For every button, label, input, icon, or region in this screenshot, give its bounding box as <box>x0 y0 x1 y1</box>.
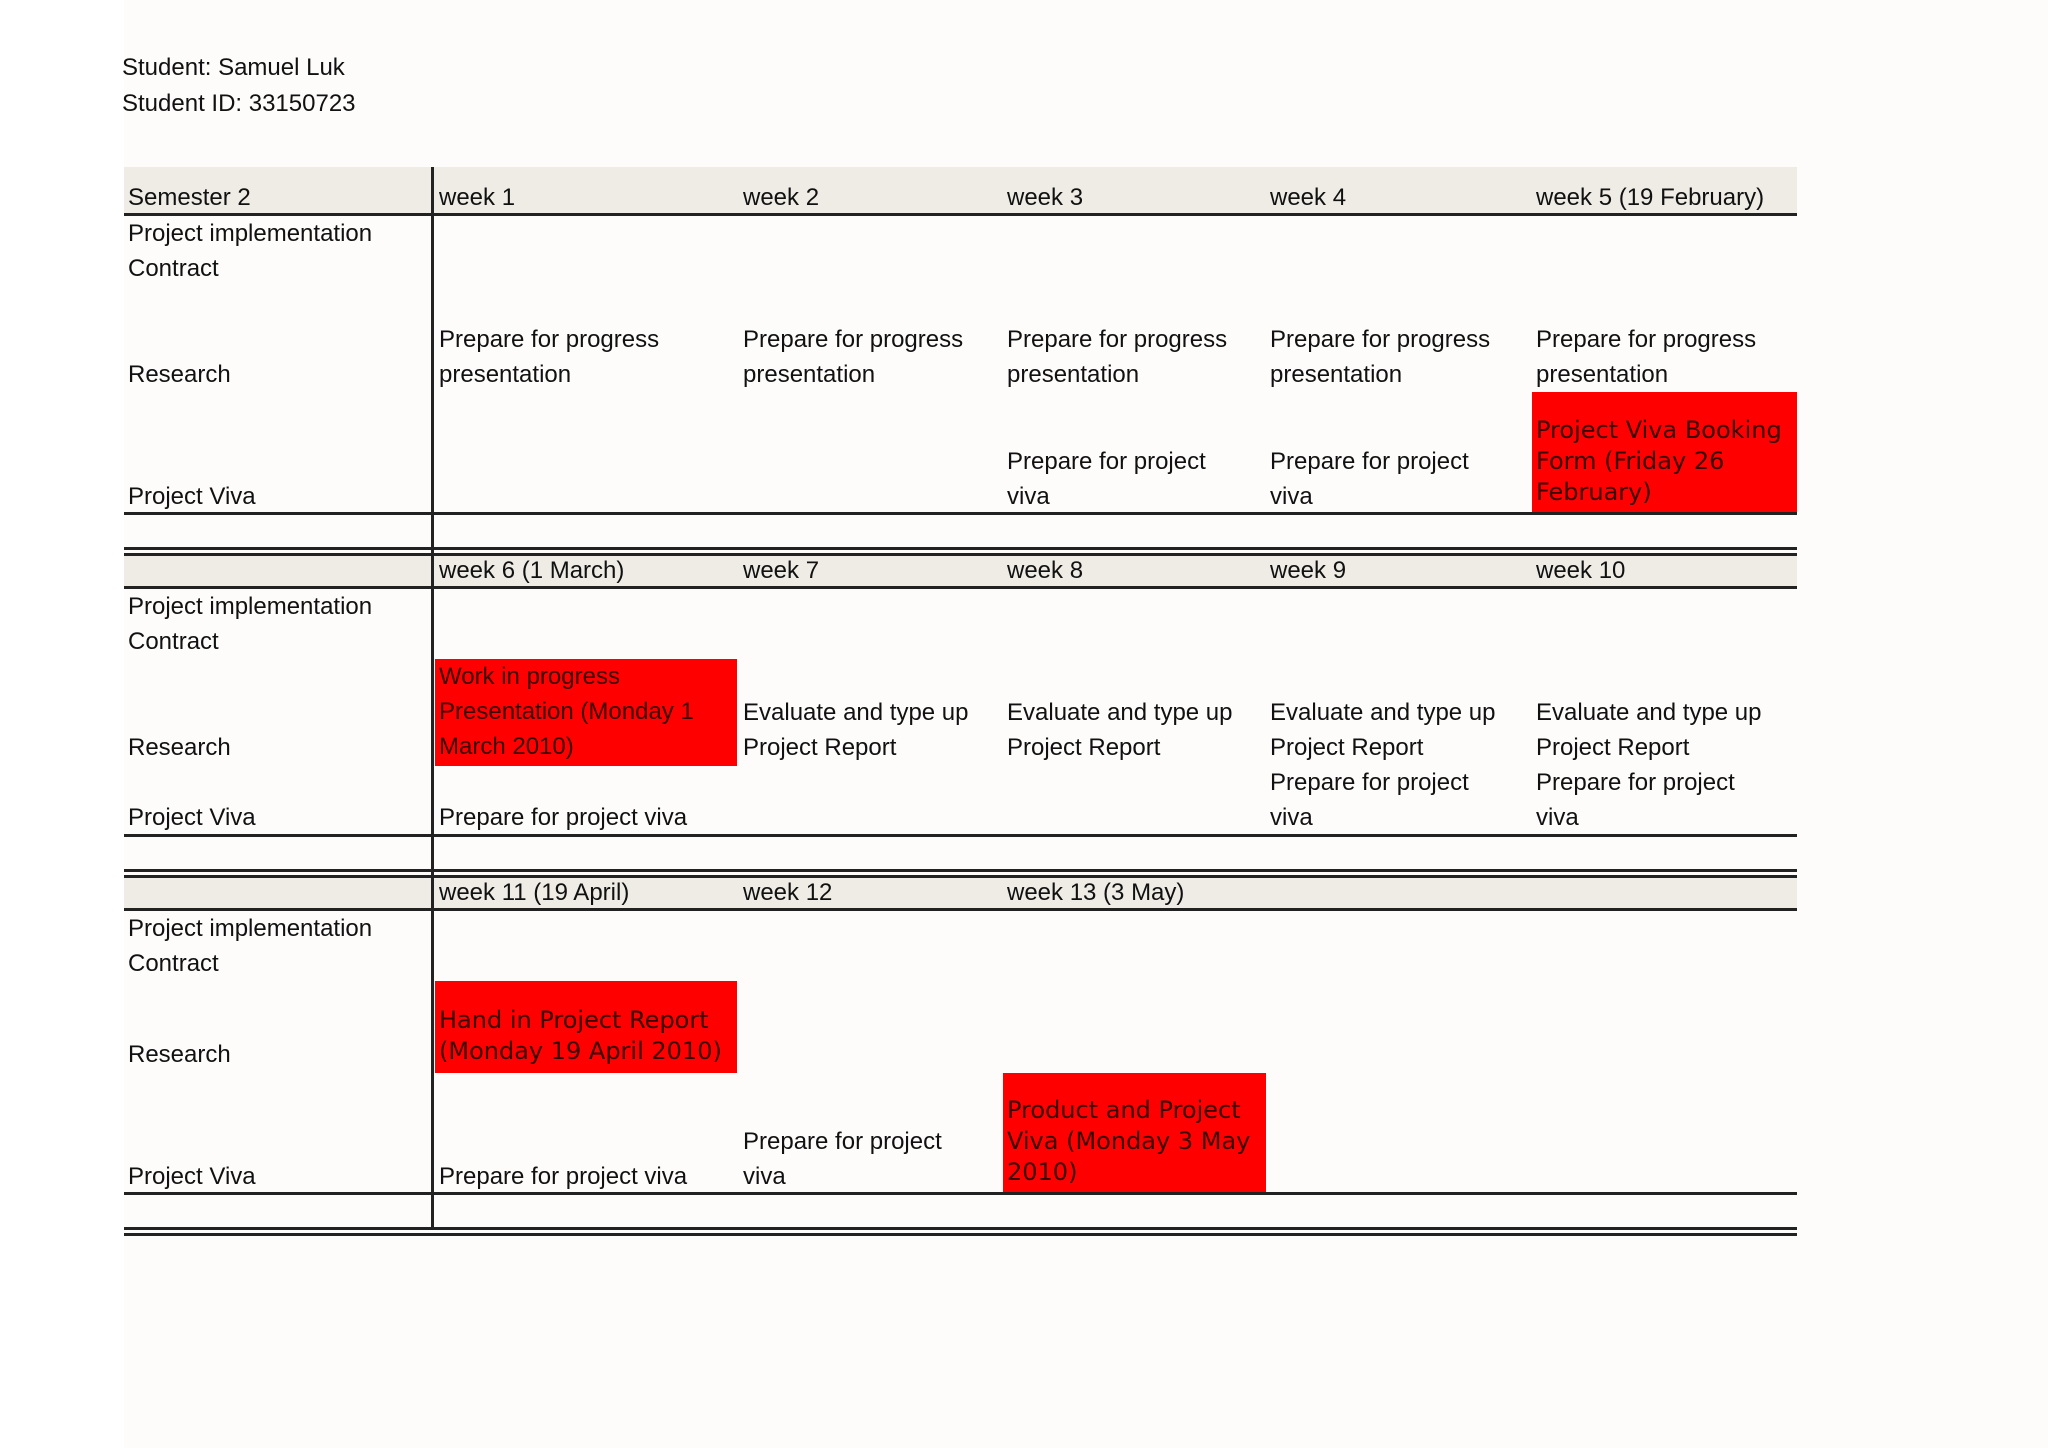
week-header: week 11 (19 April) <box>439 879 630 906</box>
row-divider <box>124 512 1797 515</box>
week-header: week 12 <box>743 879 833 906</box>
viva-cell: Prepare for project viva <box>1270 448 1469 510</box>
semester-label: Semester 2 <box>128 184 251 211</box>
research-cell: Evaluate and type up Project Report <box>1007 699 1233 761</box>
row-divider <box>124 834 1797 837</box>
week-header: week 1 <box>439 184 516 211</box>
deadline-hand-in-report: Hand in Project Report (Monday 19 April 2010) <box>439 1006 722 1065</box>
row-label-viva: Project Viva <box>128 804 256 831</box>
week-header: week 10 <box>1536 557 1626 584</box>
week-header: week 8 <box>1007 557 1084 584</box>
student-id: Student ID: 33150723 <box>122 90 356 117</box>
viva-cell: Prepare for project viva <box>1536 769 1735 831</box>
research-cell: Prepare for progress presentation <box>439 326 660 388</box>
row-label-viva: Project Viva <box>128 483 256 510</box>
student-name: Student: Samuel Luk <box>122 54 345 81</box>
label-column-divider <box>431 167 434 1230</box>
week-header: week 2 <box>743 184 820 211</box>
student-info <box>122 50 356 122</box>
research-cell: Prepare for progress presentation <box>1270 326 1491 388</box>
viva-cell: Prepare for project viva <box>439 1163 688 1190</box>
section-double-rule <box>124 869 1797 872</box>
research-cell: Prepare for progress presentation <box>1007 326 1228 388</box>
viva-cell: Prepare for project viva <box>743 1128 942 1190</box>
week-header: week 6 (1 March) <box>439 557 625 584</box>
row-divider <box>124 213 1797 216</box>
viva-cell: Prepare for project viva <box>1007 448 1206 510</box>
section-double-rule <box>124 1227 1797 1230</box>
week-header: week 7 <box>743 557 820 584</box>
row-divider <box>124 586 1797 589</box>
row-label-viva: Project Viva <box>128 1163 256 1190</box>
deadline-viva-booking-form: Project Viva Booking Form (Friday 26 February) <box>1536 416 1782 506</box>
week-header: week 4 <box>1270 184 1347 211</box>
row-divider <box>124 1192 1797 1195</box>
row-label-research: Research <box>128 1041 231 1068</box>
section-double-rule <box>124 1233 1797 1236</box>
research-cell: Evaluate and type up Project Report <box>1536 699 1762 761</box>
row-divider <box>124 908 1797 911</box>
week-header: week 13 (3 May) <box>1007 879 1185 906</box>
week-header: week 9 <box>1270 557 1347 584</box>
viva-cell: Prepare for project viva <box>439 804 688 831</box>
research-cell: Evaluate and type up Project Report <box>1270 699 1496 761</box>
deadline-product-viva: Product and Project Viva (Monday 3 May 2010) <box>1007 1096 1251 1186</box>
row-label-research: Research <box>128 361 231 388</box>
row-label-contract: Project implementation Contract <box>128 220 373 282</box>
research-cell: Prepare for progress presentation <box>743 326 964 388</box>
week-header: week 5 (19 February) <box>1536 184 1765 211</box>
section-3-header-band <box>124 878 1797 909</box>
row-label-contract: Project implementation Contract <box>128 915 373 977</box>
research-cell: Prepare for progress presentation <box>1536 326 1757 388</box>
viva-cell: Prepare for project viva <box>1270 769 1469 831</box>
row-label-contract: Project implementation Contract <box>128 593 373 655</box>
section-double-rule <box>124 547 1797 550</box>
research-cell: Evaluate and type up Project Report <box>743 699 969 761</box>
week-header: week 3 <box>1007 184 1084 211</box>
row-label-research: Research <box>128 734 231 761</box>
deadline-progress-presentation: Work in progress Presentation (Monday 1 March 2010) <box>439 663 694 760</box>
